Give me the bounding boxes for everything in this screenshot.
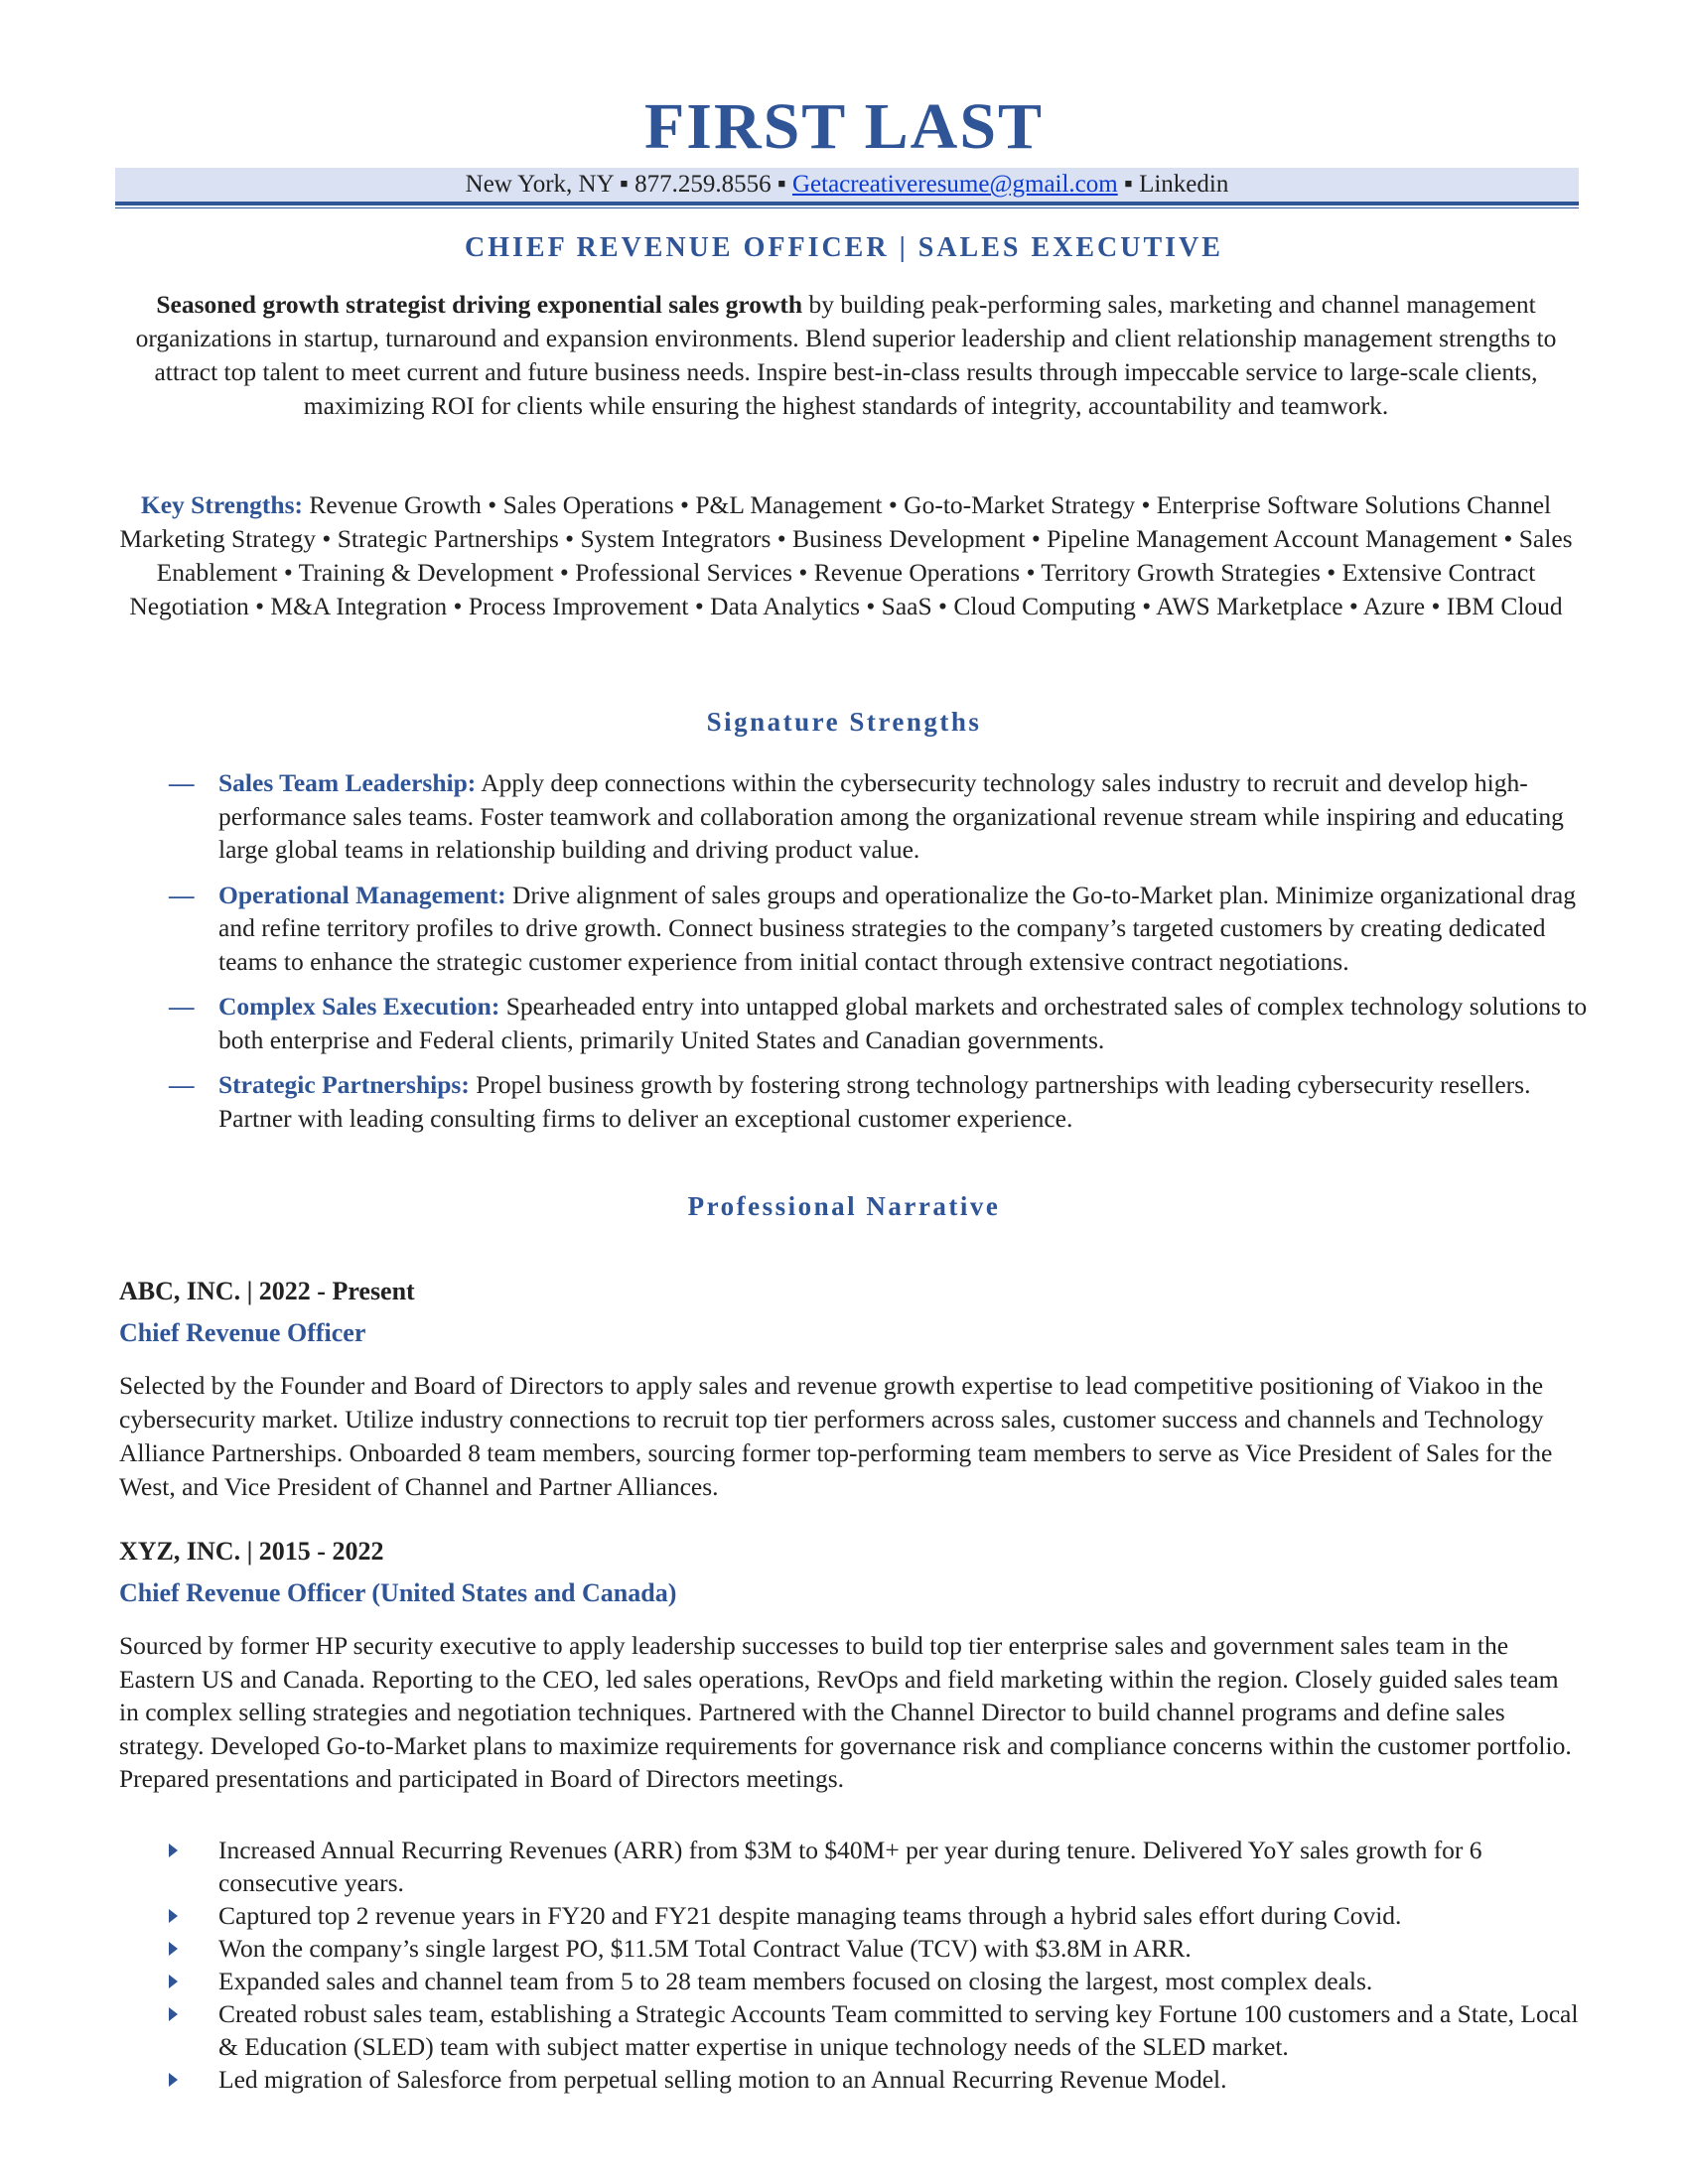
job-description: Sourced by former HP security executive to apply leadership successes to build top tier enterprise sales and government sales team in the Eastern US and Canada. Reporting to the CEO, led sales operations, RevOps and field marketing within the region. Closely guided sales team in complex selling strategies and negotiation techniques. Partnered with the Channel Director to build channel programs and define sales strategy. Developed Go-to-Market plans to maximize requirements for governance risk and compliance concerns within the customer portfolio. Prepared presentations and participated in Board of Directors meetings.: [119, 1631, 1572, 1793]
achievement-item: [169, 1899, 1579, 1932]
job-title: Chief Revenue Officer: [119, 1318, 366, 1347]
summary-paragraph: [119, 288, 1573, 423]
job-company-dates: XYZ, INC. | 2015 - 2022: [119, 1537, 384, 1566]
signature-strengths-heading: Signature Strengths: [706, 707, 982, 737]
achievement-item: [169, 1932, 1579, 1965]
separator-bullet: ▪: [1123, 171, 1133, 198]
header-divider-thin: [115, 207, 1579, 208]
achievement-item: [169, 1997, 1579, 2063]
achievement-item: [169, 1834, 1579, 1899]
key-strengths-text: Revenue Growth • Sales Operations • P&L Management • Go-to-Market Strategy • Enterprise Software Solutions Channel Marketing Strategy • Strategic Partnerships • System Integrators • Business Development • Pipeline Management Account Management • Sales Enablement • Training & Development • Professional Services • Revenue Operations • Territory Growth Strategies • Extensive Contract Negotiation • M&A Integration • Process Improvement • Data Analytics • SaaS • Cloud Computing • AWS Marketplace • Azure • IBM Cloud: [119, 490, 1573, 620]
header-divider-thick: [115, 202, 1579, 205]
job-description: Selected by the Founder and Board of Directors to apply sales and revenue growth expertise to lead competitive positioning of Viakoo in the cybersecurity market. Utilize industry connections to recruit top tier performers across sales, customer success and channels and Technology Alliance Partnerships. Onboarded 8 team members, sourcing former top-performing team members to serve as Vice President of Sales for the West, and Vice President of Channel and Partner Alliances.: [119, 1371, 1553, 1501]
achievement-text: Won the company’s single largest PO, $11.5M Total Contract Value (TCV) with $3.8M in ARR.: [218, 1934, 1192, 1963]
achievement-item: [169, 1965, 1579, 1997]
signature-strength-item: [169, 879, 1599, 979]
achievement-list: [169, 1834, 1579, 2096]
dash-icon: —: [169, 768, 195, 797]
dash-icon: —: [169, 880, 195, 909]
contact-location: New York, NY: [465, 171, 614, 198]
signature-strength-item: [169, 990, 1599, 1056]
achievement-item: [169, 2063, 1579, 2096]
triangle-bullet-icon: [169, 1843, 178, 1857]
strength-title: Sales Team Leadership:: [218, 768, 477, 797]
signature-strength-item: [169, 1068, 1599, 1135]
contact-phone: 877.259.8556: [634, 171, 772, 198]
contact-bar: [115, 168, 1579, 202]
contact-email-link[interactable]: Getacreativeresume@gmail.com: [791, 171, 1118, 198]
dash-icon: —: [169, 992, 195, 1021]
strength-title: Operational Management:: [218, 880, 506, 909]
job-title: Chief Revenue Officer (United States and Canada): [119, 1578, 677, 1607]
summary-body: by building peak-performing sales, marketing and channel management organizations in startup, turnaround and expansion environments. Blend superior leadership and client relationship management strengths to attract top talent to meet current and future business needs. Inspire best-in-class results through impeccable service to large-scale clients, maximizing ROI for clients while ensuring the highest standards of integrity, accountability and teamwork.: [135, 290, 1557, 420]
professional-headline: CHIEF REVENUE OFFICER | SALES EXECUTIVE: [465, 232, 1223, 263]
summary-lead: Seasoned growth strategist driving exponential sales growth: [156, 290, 803, 319]
achievement-text: Expanded sales and channel team from 5 to 28 team members focused on closing the largest, most complex deals.: [218, 1967, 1373, 1995]
strength-text: Drive alignment of sales groups and operationalize the Go-to-Market plan. Minimize organizational drag and refine territory profiles to drive growth. Connect business strategies to the company’s targeted customers by creating dedicated teams to enhance the strategic customer experience from initial contact through extensive contract negotiations.: [218, 880, 1576, 976]
signature-strength-item: [169, 766, 1599, 867]
achievement-text: Captured top 2 revenue years in FY20 and FY21 despite managing teams through a hybrid sales effort during Covid.: [218, 1901, 1402, 1930]
triangle-bullet-icon: [169, 1975, 178, 1988]
strength-text: Apply deep connections within the cybersecurity technology sales industry to recruit and develop high-performance sales teams. Foster teamwork and collaboration among the organizational revenue stream while inspiring and educating large global teams in relationship building and driving product value.: [218, 768, 1564, 864]
triangle-bullet-icon: [169, 1942, 178, 1956]
key-strengths-paragraph: [119, 488, 1573, 623]
dash-icon: —: [169, 1070, 195, 1099]
separator-bullet: ▪: [619, 171, 629, 198]
key-strengths-label: Key Strengths:: [140, 490, 304, 519]
job-company-dates: ABC, INC. | 2022 - Present: [119, 1277, 415, 1305]
achievement-text: Increased Annual Recurring Revenues (ARR) from $3M to $40M+ per year during tenure. Delivered YoY sales growth for 6 consecutive years.: [218, 1836, 1482, 1897]
strength-text: Propel business growth by fostering strong technology partnerships with leading cybersecurity resellers. Partner with leading consulting firms to deliver an exceptional customer experience.: [218, 1070, 1531, 1133]
triangle-bullet-icon: [169, 2007, 178, 2021]
strength-title: Complex Sales Execution:: [218, 992, 500, 1021]
contact-linkedin[interactable]: Linkedin: [1139, 171, 1229, 198]
signature-strengths-list: [169, 766, 1599, 1147]
triangle-bullet-icon: [169, 1909, 178, 1923]
strength-text: Spearheaded entry into untapped global markets and orchestrated sales of complex technology solutions to both enterprise and Federal clients, primarily United States and Canadian governments.: [218, 992, 1588, 1054]
strength-title: Strategic Partnerships:: [218, 1070, 470, 1099]
achievement-text: Created robust sales team, establishing a Strategic Accounts Team committed to serving key Fortune 100 customers and a State, Local & Education (SLED) team with subject matter expertise in unique technology needs of the SLED market.: [218, 1999, 1579, 2061]
triangle-bullet-icon: [169, 2073, 178, 2087]
candidate-name: FIRST LAST: [643, 90, 1045, 163]
achievement-text: Led migration of Salesforce from perpetual selling motion to an Annual Recurring Revenue Model.: [218, 2065, 1227, 2094]
professional-narrative-heading: Professional Narrative: [687, 1191, 1001, 1221]
separator-bullet: ▪: [776, 171, 786, 198]
